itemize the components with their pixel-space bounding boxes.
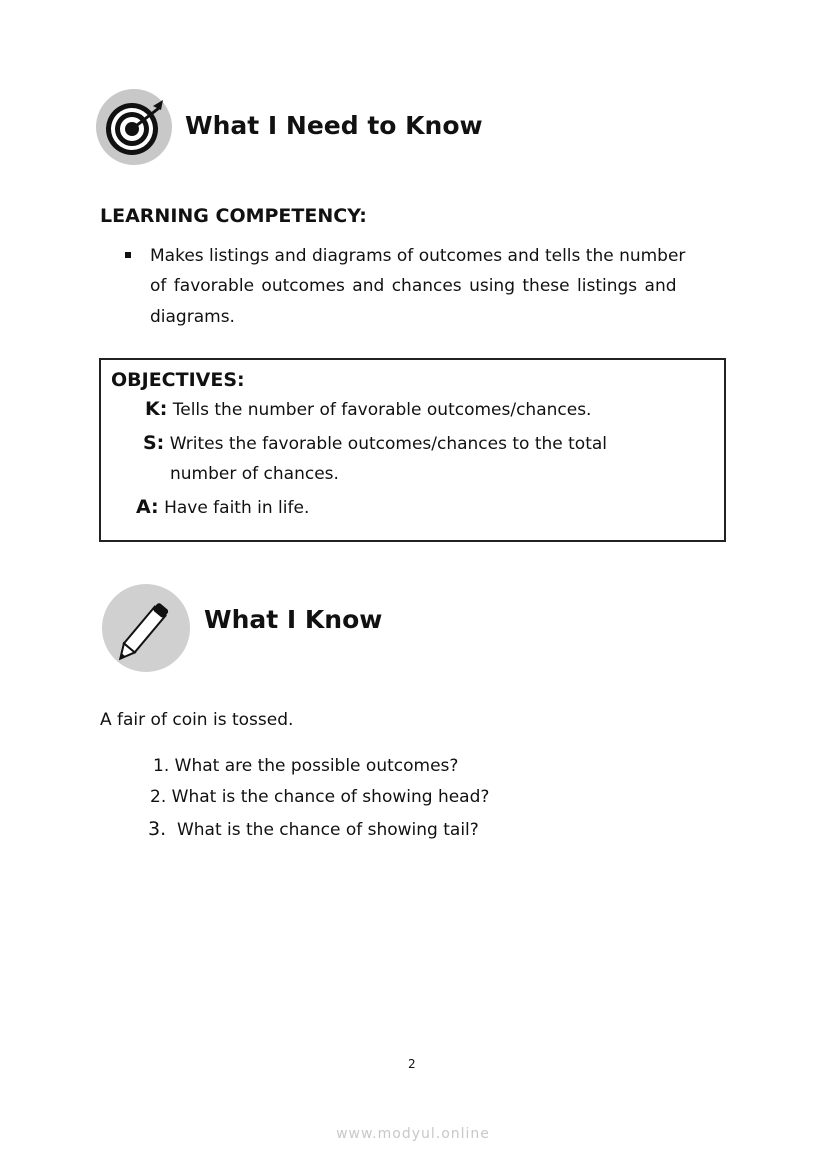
- objectives-heading: OBJECTIVES:: [111, 369, 245, 391]
- s-text-continued: number of chances.: [170, 464, 339, 484]
- question-item: 3. What is the chance of showing tail?: [148, 818, 479, 840]
- question-item: 2. What is the chance of showing head?: [150, 787, 490, 807]
- competency-heading: LEARNING COMPETENCY:: [100, 205, 367, 227]
- a-text: Have faith in life.: [164, 498, 310, 518]
- a-label: A:: [136, 496, 159, 518]
- competency-line: of favorable outcomes and chances using these listings and: [150, 276, 677, 296]
- competency-line: Makes listings and diagrams of outcomes and tells the number: [150, 246, 686, 266]
- intro-text: A fair of coin is tossed.: [100, 710, 294, 730]
- section-title-what-i-need-to-know: What I Need to Know: [185, 111, 483, 140]
- question-item: 1. What are the possible outcomes?: [153, 756, 459, 776]
- s-label: S:: [143, 432, 165, 454]
- k-text: Tells the number of favorable outcomes/chances.: [172, 400, 592, 420]
- page-number: 2: [408, 1057, 416, 1071]
- competency-line: diagrams.: [150, 307, 235, 327]
- pencil-icon: [102, 584, 190, 672]
- target-icon: [95, 88, 173, 166]
- section-title-what-i-know: What I Know: [204, 605, 383, 634]
- s-text: Writes the favorable outcomes/chances to the total: [169, 434, 608, 454]
- bullet-icon: [125, 252, 131, 258]
- k-label: K:: [145, 398, 168, 420]
- watermark: www.modyul.online: [336, 1126, 490, 1142]
